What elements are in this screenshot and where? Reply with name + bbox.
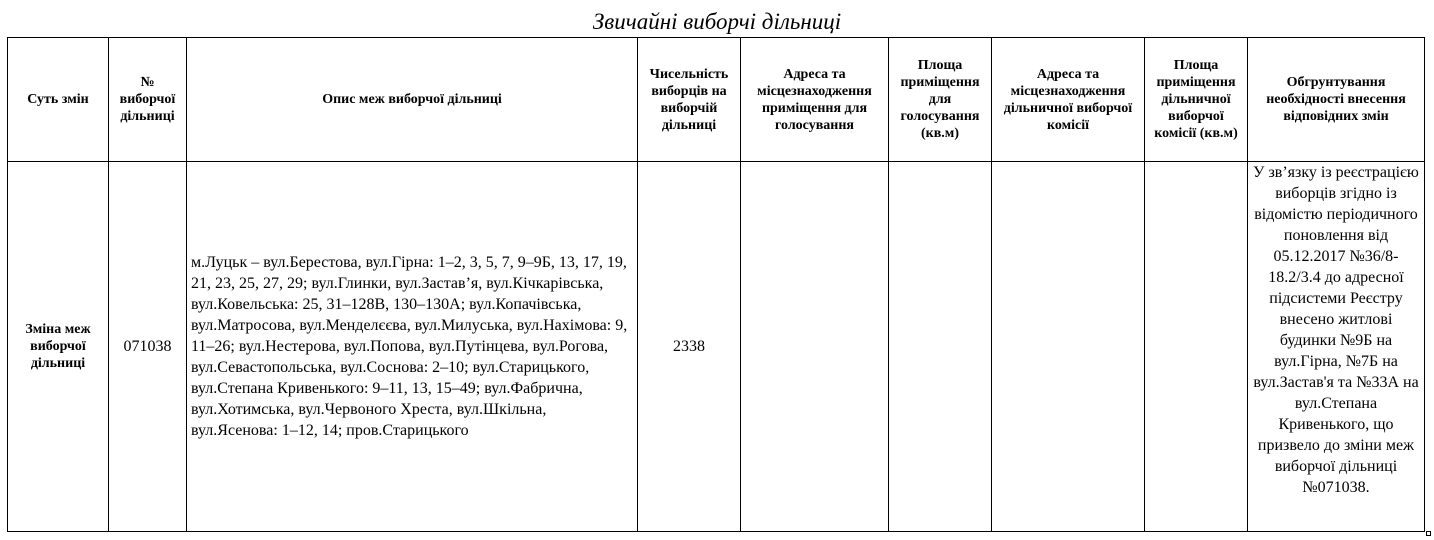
column-header-commission-area: Площа приміщення дільничної виборчої комісії (кв.м) <box>1145 38 1248 162</box>
column-header-boundary-description: Опис меж виборчої дільниці <box>187 38 638 162</box>
column-header-voting-area: Площа приміщення для голосування (кв.м) <box>889 38 992 162</box>
page-title: Звичайні виборчі дільниці <box>592 9 842 34</box>
voting-address-cell <box>741 162 889 532</box>
column-header-precinct-number: № виборчої дільниці <box>109 38 187 162</box>
table-row <box>8 162 1425 532</box>
table-resize-handle[interactable] <box>1426 531 1431 536</box>
column-header-commission-address: Адреса та місцезнаходження дільничної виборчої комісії <box>992 38 1145 162</box>
header-row <box>8 38 1425 162</box>
change-cell: Зміна меж виборчої дільниці <box>8 162 109 532</box>
voting-area-cell <box>889 162 992 532</box>
precinct-table <box>7 37 1425 532</box>
voters-cell: 2338 <box>638 162 741 532</box>
commission-area-cell <box>1145 162 1248 532</box>
column-header-justification: Обгрунтування необхідності внесення відповідних змін <box>1248 38 1425 162</box>
justification-cell: У зв’язку із реєстрацією виборців згідно із відомістю періодичного поновлення від 05.12.2017 №36/8-18.2/3.4 до адресної підсистеми Реєстру внесено житлові будинки №9Б на вул.Гірна, №7Б на вул.Застав'я та №33А на вул.Степана Кривенького, що призвело до зміни меж виборчої дільниці №071038. <box>1248 162 1425 532</box>
column-header-voting-address: Адреса та місцезнаходження приміщення для голосування <box>741 38 889 162</box>
precinct-number-cell: 071038 <box>109 162 187 532</box>
commission-address-cell <box>992 162 1145 532</box>
column-header-change: Суть змін <box>8 38 109 162</box>
column-header-voters: Чисельність виборців на виборчій дільниці <box>638 38 741 162</box>
boundary-description-cell: м.Луцьк – вул.Берестова, вул.Гірна: 1–2, 3, 5, 7, 9–9Б, 13, 17, 19, 21, 23, 25, 27, 29; вул.Глинки, вул.Застав’я, вул.Кічкарівська, вул.Ковельська: 25, 31–128В, 130–130А; вул.Копачівська, вул.Матросова, вул.Менделєєва, вул.Милуська, вул.Нахімова: 9, 11–26; вул.Нестерова, вул.Попова, вул.Путінцева, вул.Рогова, вул.Севастопольська, вул.Соснова: 2–10; вул.Старицького, вул.Степана Кривенького: 9–11, 13, 15–49; вул.Фабрична, вул.Хотимська, вул.Червоного Хреста, вул.Шкільна, вул.Ясенова: 1–12, 14; пров.Старицького <box>187 162 638 532</box>
